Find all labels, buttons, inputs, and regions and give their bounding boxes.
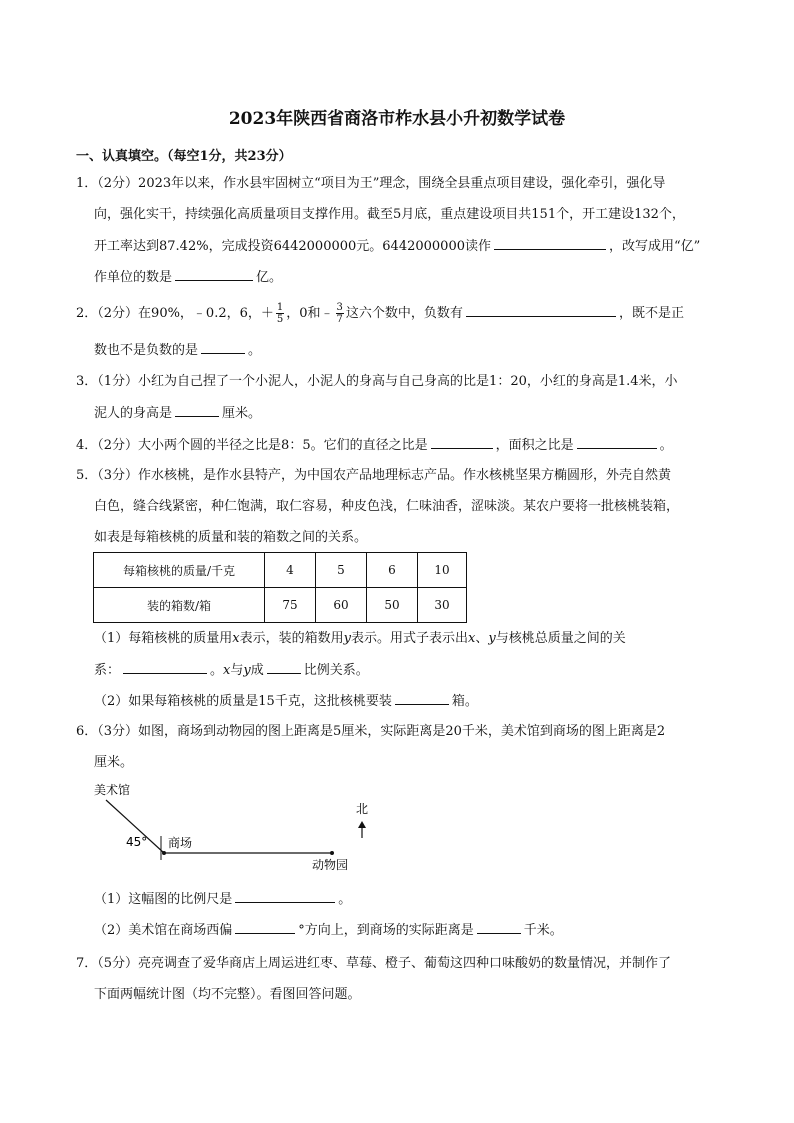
q5-sub1-text-h: 与: [230, 663, 244, 678]
q7-line2: 下面两幅统计图（均不完整）。看图回答问题。: [94, 987, 361, 1002]
q5-sub1-line2: [94, 661, 369, 680]
q5-sub1-line1: [94, 630, 626, 648]
q2-text-d: ，既不是正: [618, 306, 684, 321]
q4-line1: [76, 436, 673, 455]
map-diagram: [88, 778, 388, 874]
q2-fraction-1: [276, 302, 284, 325]
zoo-label: 动物园: [312, 858, 349, 872]
table-cell: 50: [367, 588, 418, 623]
mall-label: 商场: [168, 836, 193, 850]
q2-f2-num: 3: [336, 302, 343, 313]
table-header-boxes: 装的箱数/箱: [94, 588, 265, 623]
zoo-point: [330, 851, 334, 855]
q5-sub1-text-j: 比例关系。: [303, 663, 369, 678]
q1-line2: 向，强化实干，持续强化高质量项目支撑作用。截至5月底，重点建设项目共151个，开工建设132个，: [94, 207, 685, 222]
q2-f2-den: 7: [336, 314, 343, 325]
q5-line2: 白色，缝合线紧密，种仁饱满，取仁容易，种皮色浅，仁味油香，涩味淡。某农户要将一批核桃装箱，: [94, 499, 680, 514]
q2-text-a: 2．（2分）在90%，﹣0.2，6，＋: [76, 306, 274, 321]
q1-line4-text: 作单位的数是: [94, 270, 173, 285]
q3-blank-height[interactable]: [175, 404, 219, 417]
q3-line2-tail: 厘米。: [222, 406, 262, 421]
q2-f1-num: 1: [276, 302, 284, 313]
q5-blank-proportion[interactable]: [267, 661, 301, 674]
q1-blank-yi[interactable]: [175, 268, 253, 281]
q5-line1: 5．（3分）作水核桃，是作水县特产，为中国农产品地理标志产品。作水核桃坚果方椭圆形，外壳自然黄: [76, 468, 672, 483]
q2-blank-negative[interactable]: [466, 304, 616, 317]
q3-line2: [94, 404, 261, 423]
q5-sub2-text-a: （2）如果每箱核桃的质量是15千克，这批核桃要装: [94, 694, 392, 709]
q2-line2-text: 数也不是负数的是: [94, 343, 199, 358]
q5-sub2-line: [94, 692, 478, 711]
q6-sub1: [94, 890, 351, 909]
q1-line4-tail: 亿。: [256, 270, 283, 285]
var-x: x: [468, 631, 476, 646]
q5-sub1-text-f: 系：: [94, 663, 121, 678]
q4-text-a: 4．（2分）大小两个圆的半径之比是8：5。它们的直径之比是: [76, 438, 428, 453]
q2-text-b: ，0和﹣: [286, 306, 334, 321]
mall-point: [162, 851, 166, 855]
q5-sub1-text-e: 与核桃总质量之间的关: [495, 631, 626, 646]
q2-fraction-2: [336, 302, 344, 325]
table-row: [94, 553, 467, 588]
q1-line3-text: 开工率达到87.42%，完成投资6442000000元。6442000000读作: [94, 239, 491, 254]
q2-line2-tail: 。: [248, 343, 262, 358]
q6-sub2-degree: °: [298, 923, 305, 938]
angle-label: 45°: [126, 835, 148, 849]
q6-sub2-text-a: （2）美术馆在商场西偏: [94, 923, 233, 938]
q5-line3: 如表是每箱核桃的质量和装的箱数之间的关系。: [94, 530, 368, 545]
q5-blank-boxes[interactable]: [395, 692, 449, 705]
q5-blank-formula[interactable]: [123, 661, 207, 674]
q5-sub1-text-g: 。: [210, 663, 224, 678]
q5-sub1-text-c: 表示。用式子表示出: [351, 631, 469, 646]
q5-sub2-text-b: 箱。: [451, 694, 478, 709]
q7-line1: 7．（5分）亮亮调查了爱华商店上周运进红枣、草莓、橙子、葡萄这四种口味酸奶的数量情况，并制作了: [76, 956, 672, 971]
q6-sub2: [94, 921, 563, 940]
q3-line2-text: 泥人的身高是: [94, 406, 173, 421]
var-y: y: [488, 631, 496, 646]
q2-line2: [94, 341, 261, 360]
q4-text-c: 。: [659, 438, 673, 453]
section-heading: 一、认真填空。（每空1分，共23分）: [76, 149, 292, 164]
q6-sub1-text: （1）这幅图的比例尺是: [94, 892, 233, 907]
table-cell: 10: [418, 553, 467, 588]
exam-title: 2023年陕西省商洛市柞水县小升初数学试卷: [228, 109, 566, 129]
q2-blank-neither[interactable]: [201, 341, 245, 354]
q4-blank-area[interactable]: [577, 436, 657, 449]
var-y: y: [343, 631, 351, 646]
q6-blank-scale[interactable]: [235, 890, 335, 903]
q5-sub1-text-i: 成: [250, 663, 264, 678]
north-label: 北: [356, 802, 369, 816]
table-cell: 6: [367, 553, 418, 588]
q4-blank-diameter[interactable]: [431, 436, 493, 449]
q6-line2: 厘米。: [94, 755, 134, 770]
q5-sub1-text-a: （1）每箱核桃的质量用: [94, 631, 233, 646]
table-cell: 4: [265, 553, 316, 588]
table-row: [94, 588, 467, 623]
q1-blank-read[interactable]: [494, 237, 606, 250]
q6-sub2-text-c: 方向上，到商场的实际距离是: [304, 923, 474, 938]
table-cell: 75: [265, 588, 316, 623]
q1-line4: [94, 268, 282, 287]
var-x: x: [232, 631, 240, 646]
q6-sub1-tail: 。: [338, 892, 352, 907]
var-x: x: [223, 663, 231, 678]
q5-sub1-text-d: 、: [475, 631, 489, 646]
north-arrowhead-icon: [358, 821, 366, 828]
q3-line1: 3．（1分）小红为自己捏了一个小泥人，小泥人的身高与自己身高的比是1：20，小红的身高是1.4米，小: [76, 374, 678, 389]
museum-label: 美术馆: [94, 783, 131, 797]
q1-line3-tail: ，改写成用“亿”: [609, 239, 701, 254]
table-cell: 5: [316, 553, 367, 588]
table-cell: 60: [316, 588, 367, 623]
table-cell: 30: [418, 588, 467, 623]
q5-sub1-text-b: 表示，装的箱数用: [239, 631, 344, 646]
walnut-table: [93, 552, 467, 623]
q1-line1: 1．（2分）2023年以来，作水县牢固树立“项目为王”理念，围绕全县重点项目建设，强化牵引，强化导: [76, 176, 666, 191]
q2-line1: [76, 302, 684, 325]
q6-sub2-tail: 千米。: [523, 923, 563, 938]
q2-text-c: 这六个数中，负数有: [345, 306, 463, 321]
var-y: y: [243, 663, 251, 678]
q6-blank-angle[interactable]: [235, 921, 295, 934]
table-header-mass: 每箱核桃的质量/千克: [94, 553, 265, 588]
q4-text-b: ，面积之比是: [495, 438, 574, 453]
q1-line3: [94, 237, 700, 256]
q6-blank-distance[interactable]: [477, 921, 521, 934]
q2-f1-den: 5: [276, 314, 284, 325]
q6-line1: 6．（3分）如图，商场到动物园的图上距离是5厘米，实际距离是20千米，美术馆到商场的图上距离是2: [76, 724, 666, 739]
